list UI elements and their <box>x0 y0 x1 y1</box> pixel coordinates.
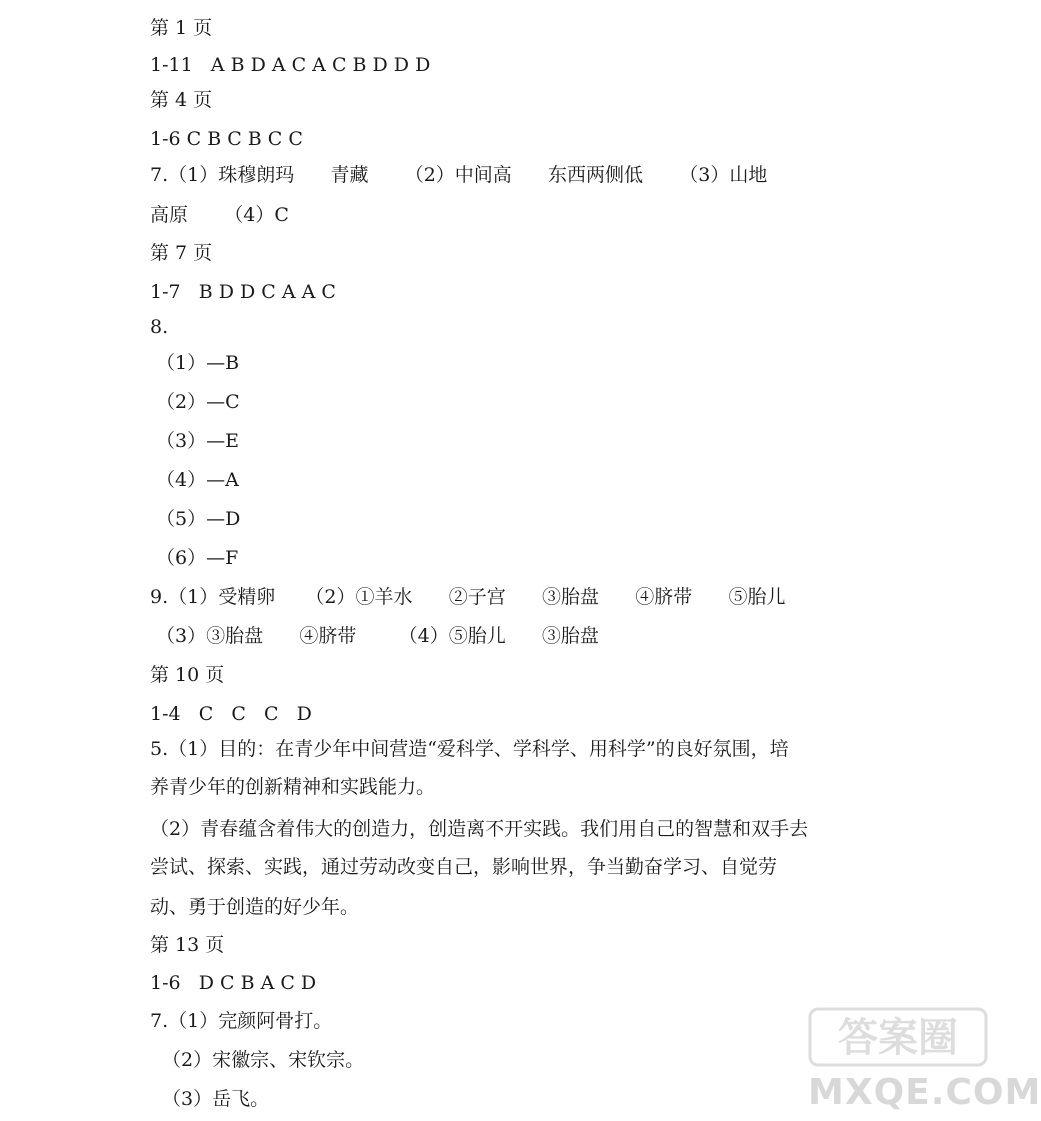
answer-line: 高原 （4）C <box>150 204 289 226</box>
answer-line: （3）—E <box>156 430 239 452</box>
answer-line: 1-4 C C C D <box>150 703 312 725</box>
answer-line: 1-6 C B C B C C <box>150 128 303 150</box>
answer-line: （3）③胎盘 ④脐带 （4）⑤胎儿 ③胎盘 <box>156 625 599 647</box>
answer-line: （6）—F <box>156 547 239 569</box>
watermark-url: MXQE.COM <box>808 1072 1041 1113</box>
watermark <box>808 1005 1041 1115</box>
answer-line: 1-7 B D D C A A C <box>150 281 336 303</box>
answer-line: （3）岳飞。 <box>162 1088 270 1110</box>
answer-line: （2）—C <box>156 391 240 413</box>
page-heading: 第 13 页 <box>150 934 225 956</box>
page-heading: 第 4 页 <box>150 89 213 111</box>
watermark-logo <box>808 1005 988 1067</box>
answer-line: （1）—B <box>156 352 240 374</box>
answer-line: 尝试、探索、实践，通过劳动改变自己，影响世界，争当勤奋学习、自觉劳 <box>150 856 778 878</box>
answer-line: 5.（1）目的：在青少年中间营造“爱科学、学科学、用科学”的良好氛围，培 <box>150 738 789 760</box>
watermark-cn: 答案圈 <box>838 1015 958 1061</box>
answer-line: 1-11 A B D A C A C B D D D <box>150 54 431 76</box>
answer-line: 养青少年的创新精神和实践能力。 <box>150 776 436 798</box>
answer-line: （2）宋徽宗、宋钦宗。 <box>162 1049 365 1071</box>
page-heading: 第 1 页 <box>150 17 213 39</box>
answer-line: （4）—A <box>156 469 239 491</box>
answer-line: （2）青春蕴含着伟大的创造力，创造离不开实践。我们用自己的智慧和双手去 <box>150 818 809 840</box>
answer-line: 1-6 D C B A C D <box>150 972 317 994</box>
answer-line: （5）—D <box>156 508 241 530</box>
answer-line: 9.（1）受精卵 （2）①羊水 ②子宫 ③胎盘 ④脐带 ⑤胎儿 <box>150 586 786 608</box>
page-heading: 第 10 页 <box>150 664 225 686</box>
answer-line: 7.（1）完颜阿骨打。 <box>150 1010 333 1032</box>
answer-line: 7.（1）珠穆朗玛 青藏 （2）中间高 东西两侧低 （3）山地 <box>150 164 768 186</box>
answer-line: 8. <box>150 316 169 338</box>
page-heading: 第 7 页 <box>150 242 213 264</box>
answer-line: 动、勇于创造的好少年。 <box>150 896 360 918</box>
